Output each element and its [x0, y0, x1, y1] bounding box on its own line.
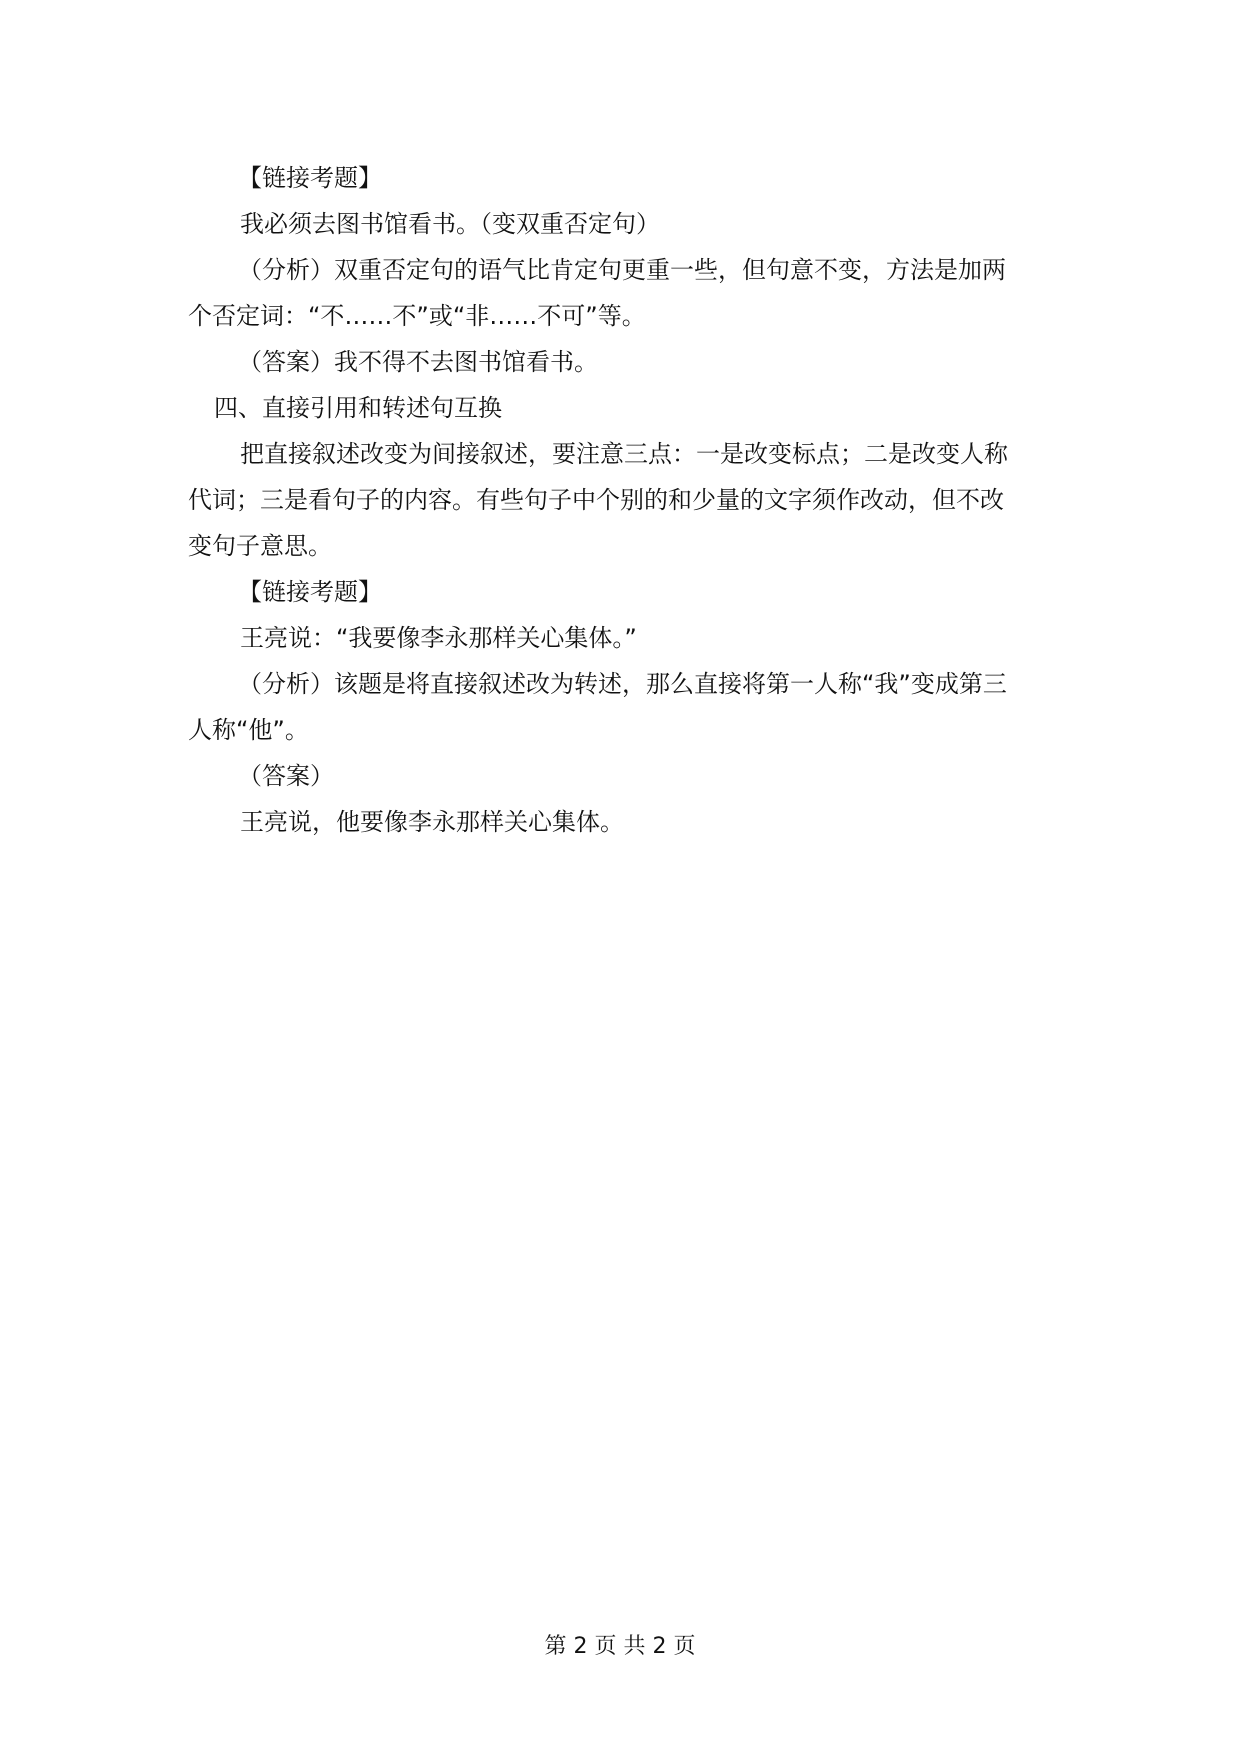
link-exam-heading-2: 【链接考题】: [238, 578, 382, 606]
analysis-line-4: 人称“他”。: [188, 716, 309, 744]
page-footer: 第 2 页 共 2 页: [544, 1634, 696, 1659]
exam-question-2: 王亮说：“我要像李永那样关心集体。”: [240, 624, 637, 652]
document-body: [188, 155, 1058, 845]
analysis-line-2: 个否定词：“不……不”或“非……不可”等。: [188, 302, 646, 330]
section-body-line-2: 代词；三是看句子的内容。有些句子中个别的和少量的文字须作改动，但不改: [188, 486, 1004, 514]
analysis-line-1: （分析）双重否定句的语气比肯定句更重一些，但句意不变，方法是加两: [238, 256, 1006, 284]
section-heading-four: 四、直接引用和转述句互换: [214, 394, 502, 422]
answer-line-2: 王亮说，他要像李永那样关心集体。: [240, 808, 624, 836]
link-exam-heading-1: 【链接考题】: [238, 164, 382, 192]
answer-label-2: （答案）: [238, 762, 334, 790]
section-body-line-1: 把直接叙述改变为间接叙述，要注意三点：一是改变标点；二是改变人称: [240, 440, 1008, 468]
analysis-line-3: （分析）该题是将直接叙述改为转述，那么直接将第一人称“我”变成第三: [238, 670, 1007, 698]
answer-line-1: （答案）我不得不去图书馆看书。: [238, 348, 598, 376]
section-body-line-3: 变句子意思。: [188, 532, 332, 560]
exam-question-1: 我必须去图书馆看书。（变双重否定句）: [240, 210, 660, 238]
